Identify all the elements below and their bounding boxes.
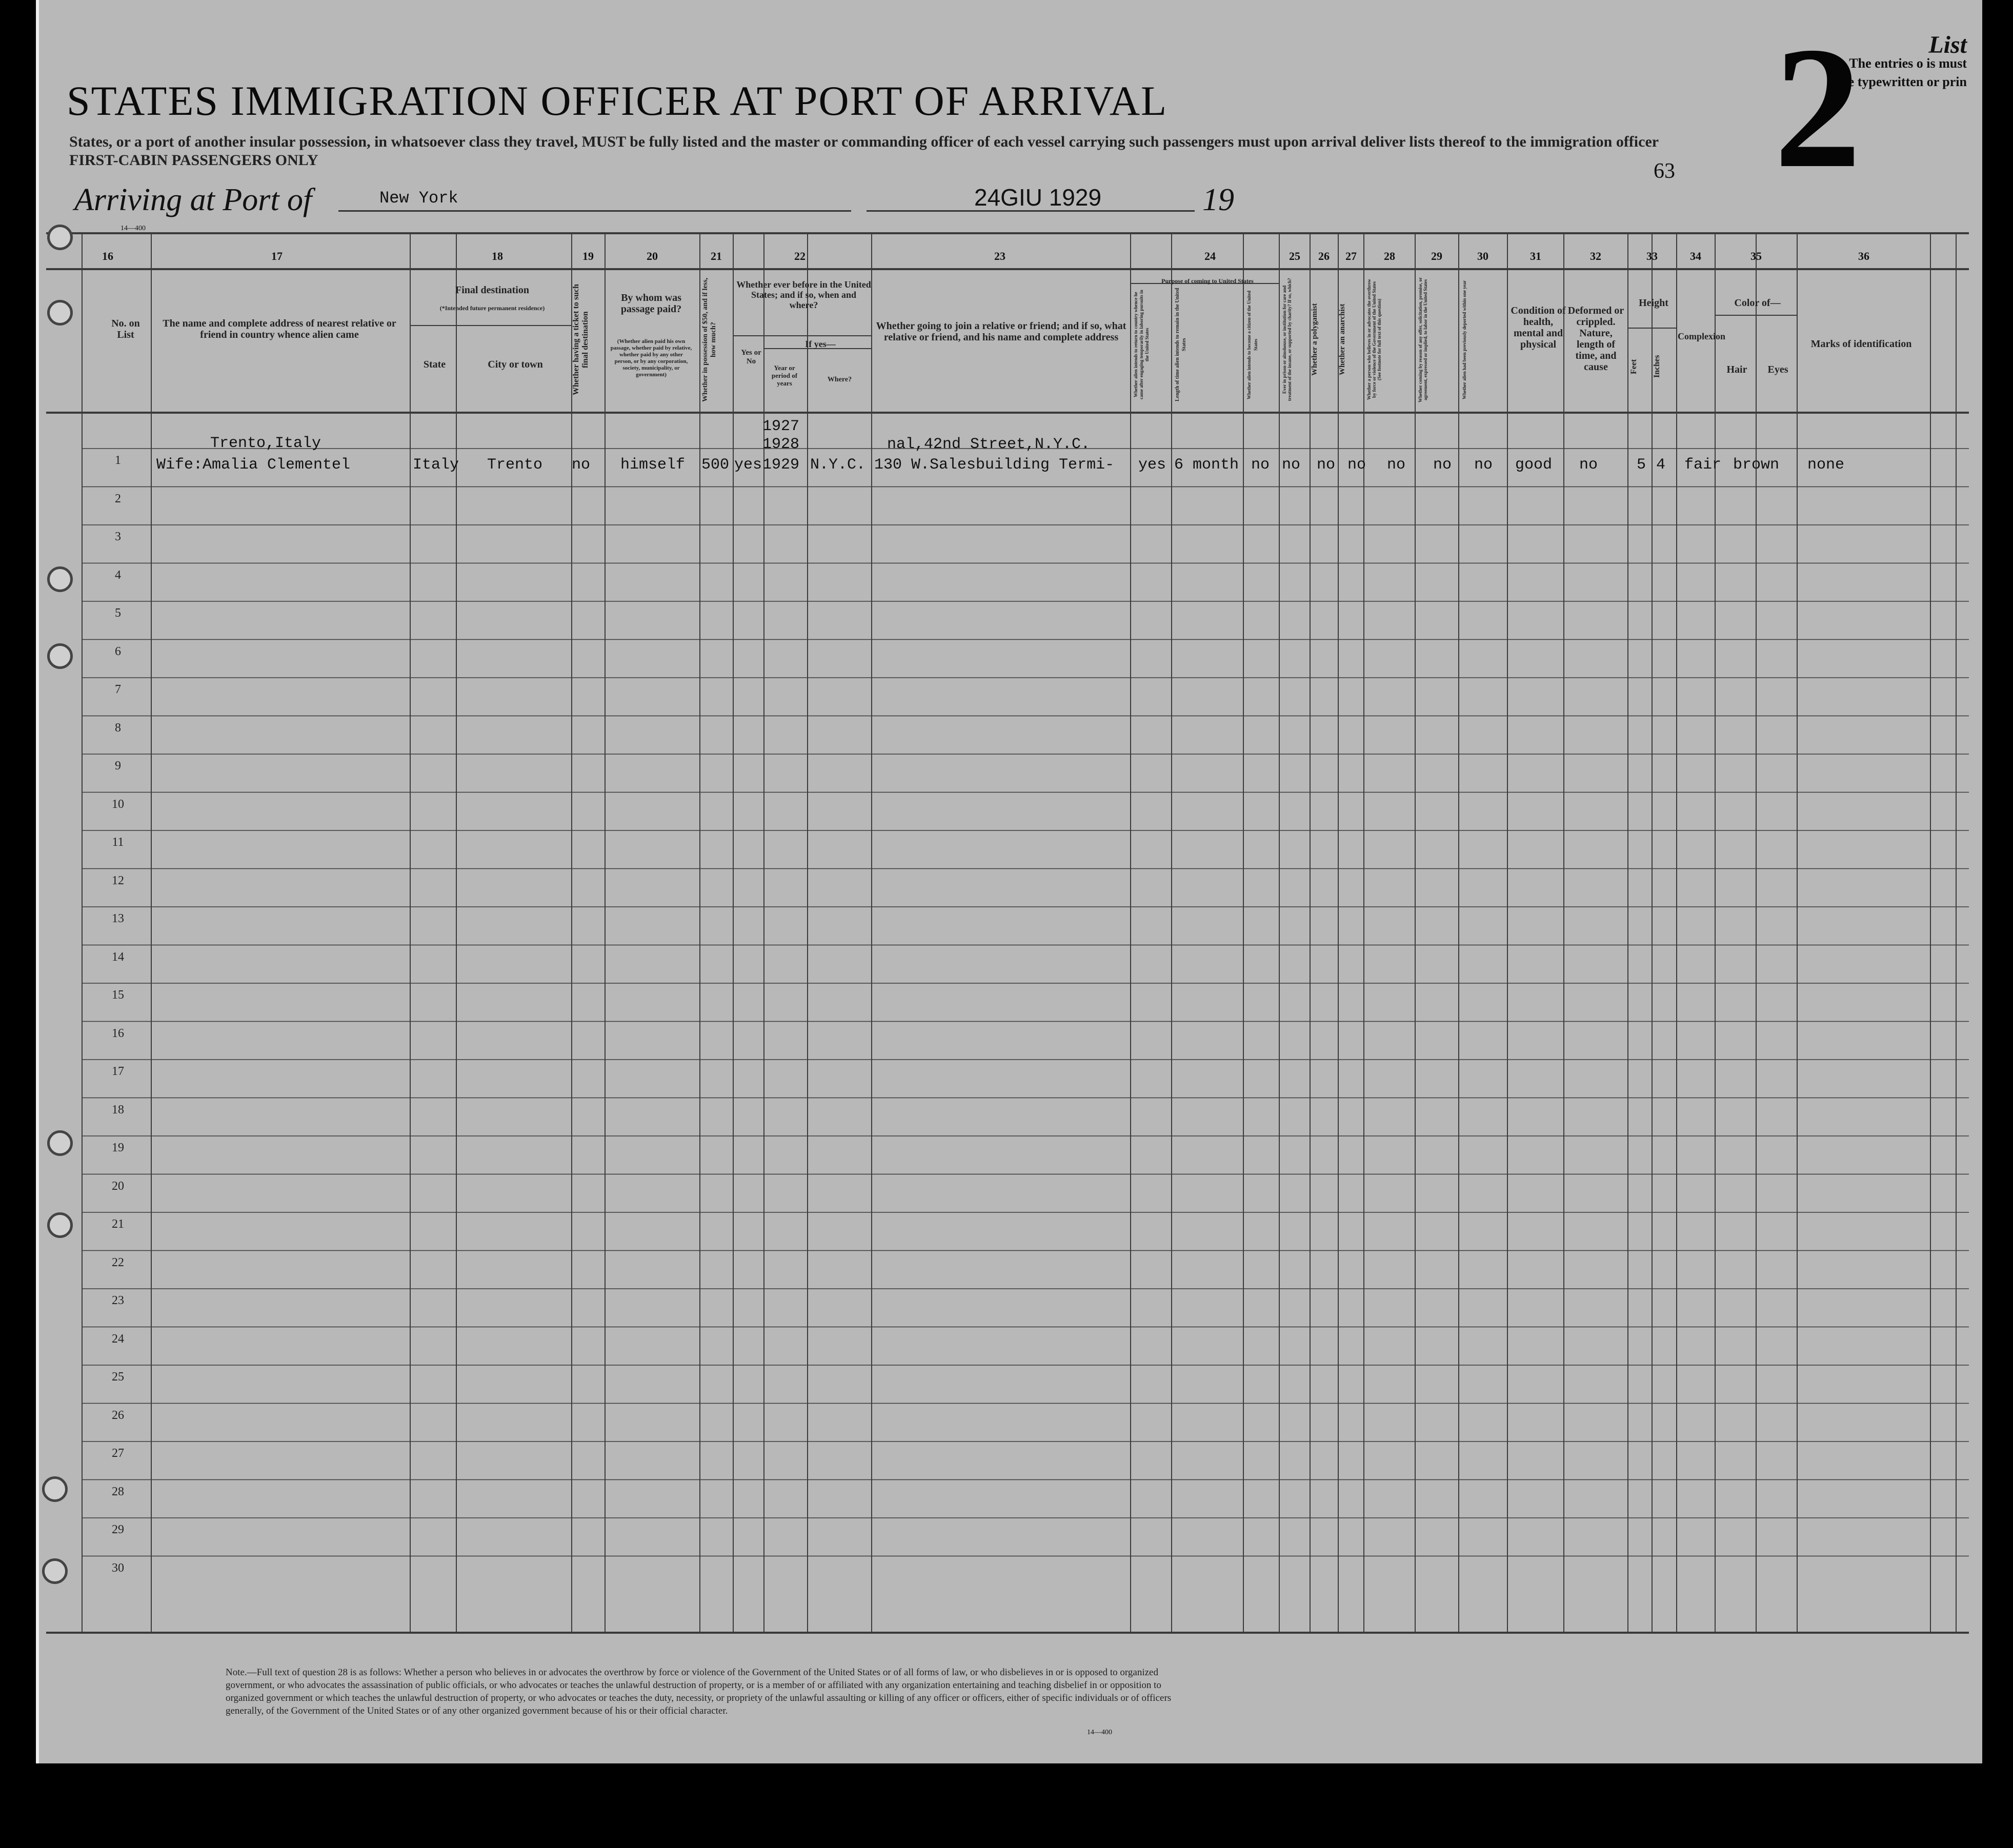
row-number: 22 (112, 1255, 124, 1269)
entry-city: Trento (487, 456, 543, 474)
list-number: 2 (1774, 11, 1861, 204)
header-if-yes: If yes— (805, 339, 836, 349)
punch-hole (47, 300, 73, 326)
row-number: 3 (115, 530, 121, 543)
footnote-question-28: Note.—Full text of question 28 is as follows: Whether a person who believes in or advocates the overthrow by force or violence of the Government of the United States or of all forms of law, or who disbelieves in or is opposed to organized government, or who advocates the assassination of public officials, or who advocates or teaches the unlawful destruction of property, or is a member of or affiliated with any organization entertaining and teaching disbelief in or opposition to organized government or which teaches the unlawful destruction of property, or who advocates or teaches the duty, necessity, or propriety of the unlawful assaulting or killing of any officer or officers, either of specific individuals or of officers generally, of the Government of the United States or of any other organized government because of his or their official character. (226, 1667, 1172, 1716)
column-number: 30 (1477, 250, 1488, 262)
entries-note-1: The entries o is must (1849, 56, 1967, 71)
form-code-footer: 14—400 (1087, 1729, 1112, 1736)
header-state: State (423, 359, 446, 370)
entry-before: yes (734, 456, 762, 474)
entry-health: good (1515, 456, 1553, 474)
row-number: 29 (112, 1523, 124, 1536)
column-number: 27 (1345, 250, 1357, 262)
row-number: 20 (112, 1179, 124, 1193)
column-number: 33 (1646, 250, 1658, 262)
row-number: 17 (112, 1065, 124, 1078)
column-number: 31 (1530, 250, 1541, 262)
row-number: 25 (112, 1370, 124, 1384)
row-number: 15 (112, 988, 124, 1002)
header-city: City or town (488, 359, 543, 370)
header-final-destination-note: (*Intended future permanent residence) (439, 304, 545, 312)
punch-hole (42, 1476, 68, 1502)
entry-marks: none (1807, 456, 1845, 474)
entry-feet: 5 (1637, 456, 1646, 474)
punch-hole (47, 1130, 73, 1156)
header-anarchist: Whether an anarchist (1338, 303, 1346, 376)
entry-year-2: 1928 (762, 436, 800, 453)
punch-hole (47, 1212, 73, 1238)
row-number: 7 (115, 683, 121, 696)
column-number: 23 (994, 250, 1005, 262)
header-where: Where? (827, 376, 852, 383)
row-number: 13 (112, 912, 124, 925)
entry-relative-line1: Trento,Italy (210, 435, 321, 452)
entry-citizen: no (1251, 456, 1270, 474)
entry-q29: no (1433, 456, 1452, 474)
port-value: New York (379, 189, 458, 208)
punch-hole (47, 566, 73, 592)
header-polygamist: Whether a polygamist (1311, 303, 1319, 376)
date-stamp: 24GIU 1929 (974, 184, 1102, 211)
row-number: 28 (112, 1485, 124, 1498)
row-number: 23 (112, 1294, 124, 1307)
header-purpose-length: Length of time alien intends to remain in the United States (1175, 288, 1187, 402)
row-number: 30 (112, 1561, 124, 1575)
header-purpose: Purpose of coming to United States (1161, 277, 1254, 285)
instruction-line: States, or a port of another insular possession, in whatsoever class they travel, MUST be fully listed and the master or commanding officer of each vessel carrying such passengers must upon arrival deliver lists thereof to the immigration officer (69, 133, 1659, 150)
entry-where: N.Y.C. (810, 456, 866, 474)
header-yes-no: Yes or No (741, 349, 761, 365)
header-relative: The name and complete address of nearest relative or friend in country whence alien came (163, 318, 396, 340)
column-number: 25 (1289, 250, 1300, 262)
row-number: 14 (112, 950, 124, 964)
row-number: 26 (112, 1408, 124, 1422)
column-number: 36 (1858, 250, 1869, 262)
row-number: 27 (112, 1447, 124, 1460)
column-number: 28 (1384, 250, 1395, 262)
entry-hair-eyes: brown (1733, 456, 1780, 474)
row-number: 1 (115, 454, 121, 467)
row-number: 16 (112, 1026, 124, 1040)
punch-hole (47, 643, 73, 669)
page-title: STATES IMMIGRATION OFFICER AT PORT OF ARRIVAL (67, 77, 1168, 124)
column-number: 22 (794, 250, 806, 262)
row-number: 6 (115, 644, 121, 658)
row-number: 2 (115, 492, 121, 505)
column-number: 35 (1750, 250, 1762, 262)
column-number: 29 (1431, 250, 1442, 262)
header-deformed: Deformed or crippled. Nature, length of time, and cause (1567, 305, 1624, 373)
column-number: 17 (271, 250, 283, 262)
entry-year-3: 1929 (762, 456, 800, 474)
header-height: Height (1639, 297, 1668, 309)
entry-inches: 4 (1656, 456, 1666, 474)
header-purpose-return: Whether alien intends to return to country whence he came after engaging temporarily in laboring pursuits in the United States (1133, 290, 1150, 400)
list-label: List (1928, 31, 1967, 58)
header-passage-paid: By whom was passage paid? (620, 292, 682, 315)
header-health: Condition of health, mental and physical (1511, 305, 1566, 350)
row-number: 9 (115, 759, 121, 773)
row-number: 10 (112, 797, 124, 811)
column-number: 18 (492, 250, 503, 262)
entry-polygamist: no (1317, 456, 1336, 474)
header-eyes: Eyes (1767, 364, 1788, 375)
header-joining: Whether going to join a relative or friend; and if so, what relative or friend, and his name and complete address (876, 320, 1126, 343)
header-hair: Hair (1726, 364, 1747, 375)
entry-anarchist: no (1347, 456, 1366, 474)
header-no-on-list: No. on List (111, 318, 140, 340)
header-passage-note: (Whether alien paid his own passage, whether paid by relative, whether paid by any other person, or by any corporation, society, municipality, or government) (610, 338, 692, 378)
column-number: 19 (582, 250, 594, 262)
row-number: 4 (115, 568, 121, 582)
port-underline (338, 210, 851, 212)
year-prefix: 19 (1202, 182, 1234, 217)
header-final-destination: Final destination (455, 285, 529, 296)
column-number: 16 (102, 250, 113, 262)
row-number: 8 (115, 721, 121, 735)
entry-prison: no (1282, 456, 1301, 474)
row-number: 5 (115, 606, 121, 620)
header-question-28: Whether a person who believes in or advocates the overthrow by force or violence of the Government of the United States (See footnote for full text of this question) (1366, 279, 1382, 400)
entry-q28: no (1387, 456, 1406, 474)
header-prison: Ever in prison or almshouse, or institution for care and treatment of the insane, or supported by charity? If so, which? (1282, 278, 1292, 401)
entry-joining-line2: 130 W.Salesbuilding Termi- (874, 456, 1115, 474)
header-purpose-citizen: Whether alien intends to become a citizen of the United States (1246, 290, 1258, 399)
arriving-label: Arriving at Port of (74, 182, 312, 217)
header-inches: Inches (1653, 355, 1661, 378)
entry-q30: no (1474, 456, 1493, 474)
column-number: 24 (1204, 250, 1216, 262)
header-color-of: Color of— (1734, 297, 1781, 309)
header-money: Whether in possession of $50, and if less, how much? (701, 277, 717, 402)
column-number: 21 (711, 250, 722, 262)
row-number: 24 (112, 1332, 124, 1346)
header-complexion: Complexion (1678, 331, 1726, 341)
entry-relative-line2: Wife:Amalia Clementel (156, 456, 351, 474)
entry-complexion: fair (1684, 456, 1722, 474)
entries-note-2: be typewritten or prin (1841, 74, 1967, 89)
header-before-us: Whether ever before in the United States; and if so, when and where? (736, 279, 871, 310)
entry-passage: himself (620, 456, 686, 474)
row-number: 12 (112, 874, 124, 887)
entry-deformed: no (1579, 456, 1598, 474)
form-code: 14—400 (120, 225, 146, 232)
column-number: 20 (647, 250, 658, 262)
page-number: 63 (1654, 159, 1675, 183)
column-number: 26 (1318, 250, 1330, 262)
entry-return: yes (1138, 456, 1166, 474)
row-number: 21 (112, 1217, 124, 1231)
header-question-30: Whether alien had been previously deported within one year (1462, 280, 1467, 399)
header-ticket: Whether having a ticket to such final destination (572, 283, 590, 396)
entry-joining-line1: nal,42nd Street,N.Y.C. (887, 436, 1091, 453)
entry-money: 500 (701, 456, 730, 474)
header-feet: Feet (1629, 359, 1638, 374)
row-number: 11 (112, 836, 124, 849)
header-question-29: Whether coming by reason of any offer, solicitation, promise, or agreement, expressed or implied, to labor in the United States (1418, 277, 1428, 402)
entry-year-1: 1927 (762, 418, 800, 435)
column-number: 34 (1690, 250, 1701, 262)
column-number: 32 (1590, 250, 1601, 262)
header-year-period: Year or period of years (771, 364, 798, 387)
row-number: 18 (112, 1103, 124, 1116)
class-line: FIRST-CABIN PASSENGERS ONLY (69, 152, 318, 169)
entry-state: Italy (413, 456, 459, 474)
punch-hole (47, 225, 73, 250)
header-marks: Marks of identification (1810, 338, 1912, 350)
punch-hole (42, 1558, 68, 1584)
entry-ticket: no (572, 456, 591, 474)
row-number: 19 (112, 1141, 124, 1154)
entry-length: 6 month (1174, 456, 1239, 474)
